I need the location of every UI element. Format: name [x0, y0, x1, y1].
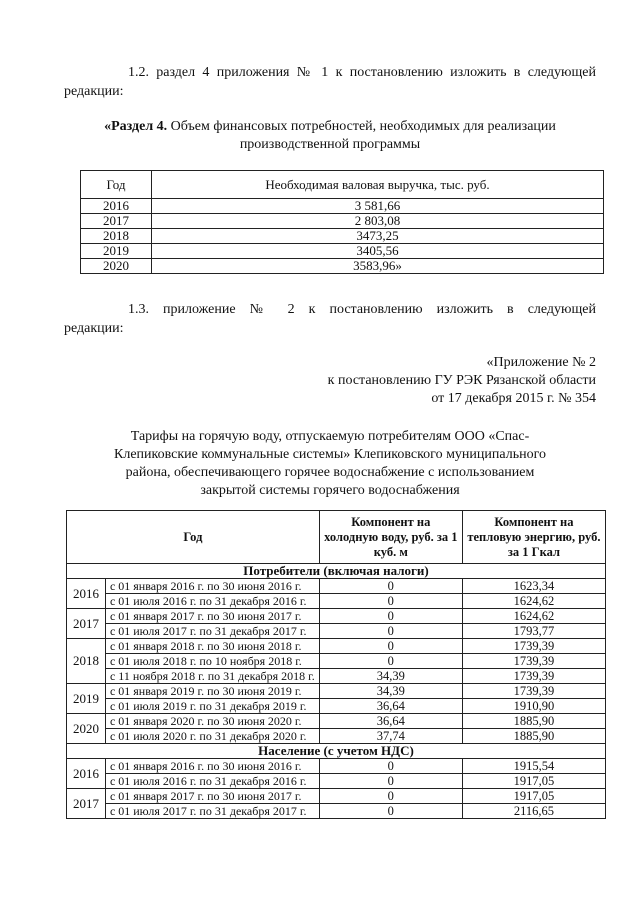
header-heat-energy: Компонент на тепловую энергию, руб. за 1 Гкал [462, 511, 605, 564]
section-population: Население (с учетом НДС) [67, 744, 606, 759]
cold-value: 0 [319, 774, 462, 789]
heat-value: 1623,34 [462, 579, 605, 594]
period-cell: с 01 января 2017 г. по 30 июня 2017 г. [105, 789, 319, 804]
cold-value: 37,74 [319, 729, 462, 744]
tariff-title-line4: закрытой системы горячего водоснабжения [200, 483, 460, 498]
cold-value: 0 [319, 789, 462, 804]
table-row [67, 639, 606, 654]
header-cold-water: Компонент на холодную воду, руб. за 1 куб. м [319, 511, 462, 564]
period-cell: с 01 июля 2020 г. по 31 декабря 2020 г. [105, 729, 319, 744]
cold-value: 36,64 [319, 714, 462, 729]
period-cell: с 01 июля 2016 г. по 31 декабря 2016 г. [105, 594, 319, 609]
table-row [67, 714, 606, 729]
year-cell: 2020 [67, 714, 106, 744]
period-cell: с 01 января 2017 г. по 30 июня 2017 г. [105, 609, 319, 624]
cold-value: 0 [319, 594, 462, 609]
paragraph-1-3 [64, 300, 596, 338]
period-cell: с 01 июля 2017 г. по 31 декабря 2017 г. [105, 804, 319, 819]
paragraph-1-2-line1: 1.2. раздел 4 приложения № 1 к постановлению изложить в следующей [128, 65, 596, 80]
paragraph-1-3-line2: редакции: [64, 321, 124, 336]
year-cell: 2017 [67, 789, 106, 819]
cold-value: 0 [319, 609, 462, 624]
appendix-line1: «Приложение № 2 [486, 355, 596, 370]
table-row [67, 684, 606, 699]
table-row [67, 594, 606, 609]
heat-value: 1739,39 [462, 654, 605, 669]
revenue-cell: 3405,56 [152, 244, 604, 259]
year-cell: 2020 [81, 259, 152, 274]
year-cell: 2016 [67, 759, 106, 789]
revenue-cell: 3583,96» [152, 259, 604, 274]
period-cell: с 01 января 2018 г. по 30 июня 2018 г. [105, 639, 319, 654]
tariff-title [64, 428, 596, 500]
year-cell: 2018 [67, 639, 106, 684]
year-cell: 2017 [81, 214, 152, 229]
period-cell: с 01 января 2016 г. по 30 июня 2016 г. [105, 579, 319, 594]
cold-value: 0 [319, 579, 462, 594]
appendix-line3: от 17 декабря 2015 г. № 354 [431, 391, 596, 406]
table-row [67, 789, 606, 804]
year-cell: 2019 [67, 684, 106, 714]
cold-value: 0 [319, 639, 462, 654]
section4-title-line1 [64, 118, 596, 136]
period-cell: с 01 июля 2017 г. по 31 декабря 2017 г. [105, 624, 319, 639]
header-revenue: Необходимая валовая выручка, тыс. руб. [152, 171, 604, 199]
cold-value: 0 [319, 624, 462, 639]
period-cell: с 01 января 2016 г. по 30 июня 2016 г. [105, 759, 319, 774]
appendix-line2: к постановлению ГУ РЭК Рязанской области [327, 373, 596, 388]
heat-value: 1917,05 [462, 789, 605, 804]
table-row [81, 229, 604, 244]
year-cell: 2019 [81, 244, 152, 259]
heat-value: 2116,65 [462, 804, 605, 819]
table-row [81, 199, 604, 214]
table-row [67, 699, 606, 714]
section4-title-bold: «Раздел 4. [104, 119, 168, 134]
table-row [81, 259, 604, 274]
section-consumers: Потребители (включая налоги) [67, 564, 606, 579]
header-year: Год [81, 171, 152, 199]
heat-value: 1885,90 [462, 714, 605, 729]
year-cell: 2016 [81, 199, 152, 214]
header-year: Год [67, 511, 320, 564]
cold-value: 36,64 [319, 699, 462, 714]
year-cell: 2018 [81, 229, 152, 244]
heat-value: 1885,90 [462, 729, 605, 744]
section-row-population [67, 744, 606, 759]
table-row [67, 774, 606, 789]
tariff-table [66, 510, 606, 819]
year-cell: 2017 [67, 609, 106, 639]
heat-value: 1739,39 [462, 684, 605, 699]
tariff-title-line3: района, обеспечивающего горячее водоснабжение с использованием [125, 465, 535, 480]
table-header-row [81, 171, 604, 199]
period-cell: с 11 ноября 2018 г. по 31 декабря 2018 г. [105, 669, 319, 684]
period-cell: с 01 января 2019 г. по 30 июня 2019 г. [105, 684, 319, 699]
period-cell: с 01 июля 2018 г. по 10 ноября 2018 г. [105, 654, 319, 669]
section-row-consumers [67, 564, 606, 579]
appendix-reference [64, 354, 596, 408]
cold-value: 34,39 [319, 684, 462, 699]
heat-value: 1739,39 [462, 669, 605, 684]
paragraph-1-2-line2: редакции: [64, 84, 124, 99]
table-row [67, 729, 606, 744]
section4-title [64, 118, 596, 154]
heat-value: 1739,39 [462, 639, 605, 654]
heat-value: 1793,77 [462, 624, 605, 639]
table-row [67, 804, 606, 819]
table-row [81, 214, 604, 229]
tariff-title-line1: Тарифы на горячую воду, отпускаемую потребителям ООО «Спас- [130, 429, 530, 444]
table-row [67, 759, 606, 774]
financial-needs-table [80, 170, 604, 274]
table-row [67, 624, 606, 639]
heat-value: 1910,90 [462, 699, 605, 714]
year-cell: 2016 [67, 579, 106, 609]
paragraph-1-3-line1: 1.3. приложение № 2 к постановлению изложить в следующей [128, 302, 596, 317]
heat-value: 1917,05 [462, 774, 605, 789]
heat-value: 1915,54 [462, 759, 605, 774]
period-cell: с 01 июля 2019 г. по 31 декабря 2019 г. [105, 699, 319, 714]
table-row [81, 244, 604, 259]
period-cell: с 01 января 2020 г. по 30 июня 2020 г. [105, 714, 319, 729]
revenue-cell: 3 581,66 [152, 199, 604, 214]
heat-value: 1624,62 [462, 594, 605, 609]
section4-title-line2: производственной программы [239, 137, 421, 152]
section4-title-rest: Объем финансовых потребностей, необходимых для реализации [167, 119, 556, 134]
revenue-cell: 3473,25 [152, 229, 604, 244]
cold-value: 0 [319, 804, 462, 819]
table-row [67, 579, 606, 594]
heat-value: 1624,62 [462, 609, 605, 624]
paragraph-1-2 [64, 63, 596, 101]
table-row [67, 669, 606, 684]
table-row [67, 609, 606, 624]
table-header-row [67, 511, 606, 564]
revenue-cell: 2 803,08 [152, 214, 604, 229]
cold-value: 0 [319, 654, 462, 669]
cold-value: 0 [319, 759, 462, 774]
tariff-title-line2: Клепиковские коммунальные системы» Клепиковского муниципального [114, 447, 546, 462]
cold-value: 34,39 [319, 669, 462, 684]
table-row [67, 654, 606, 669]
period-cell: с 01 июля 2016 г. по 31 декабря 2016 г. [105, 774, 319, 789]
